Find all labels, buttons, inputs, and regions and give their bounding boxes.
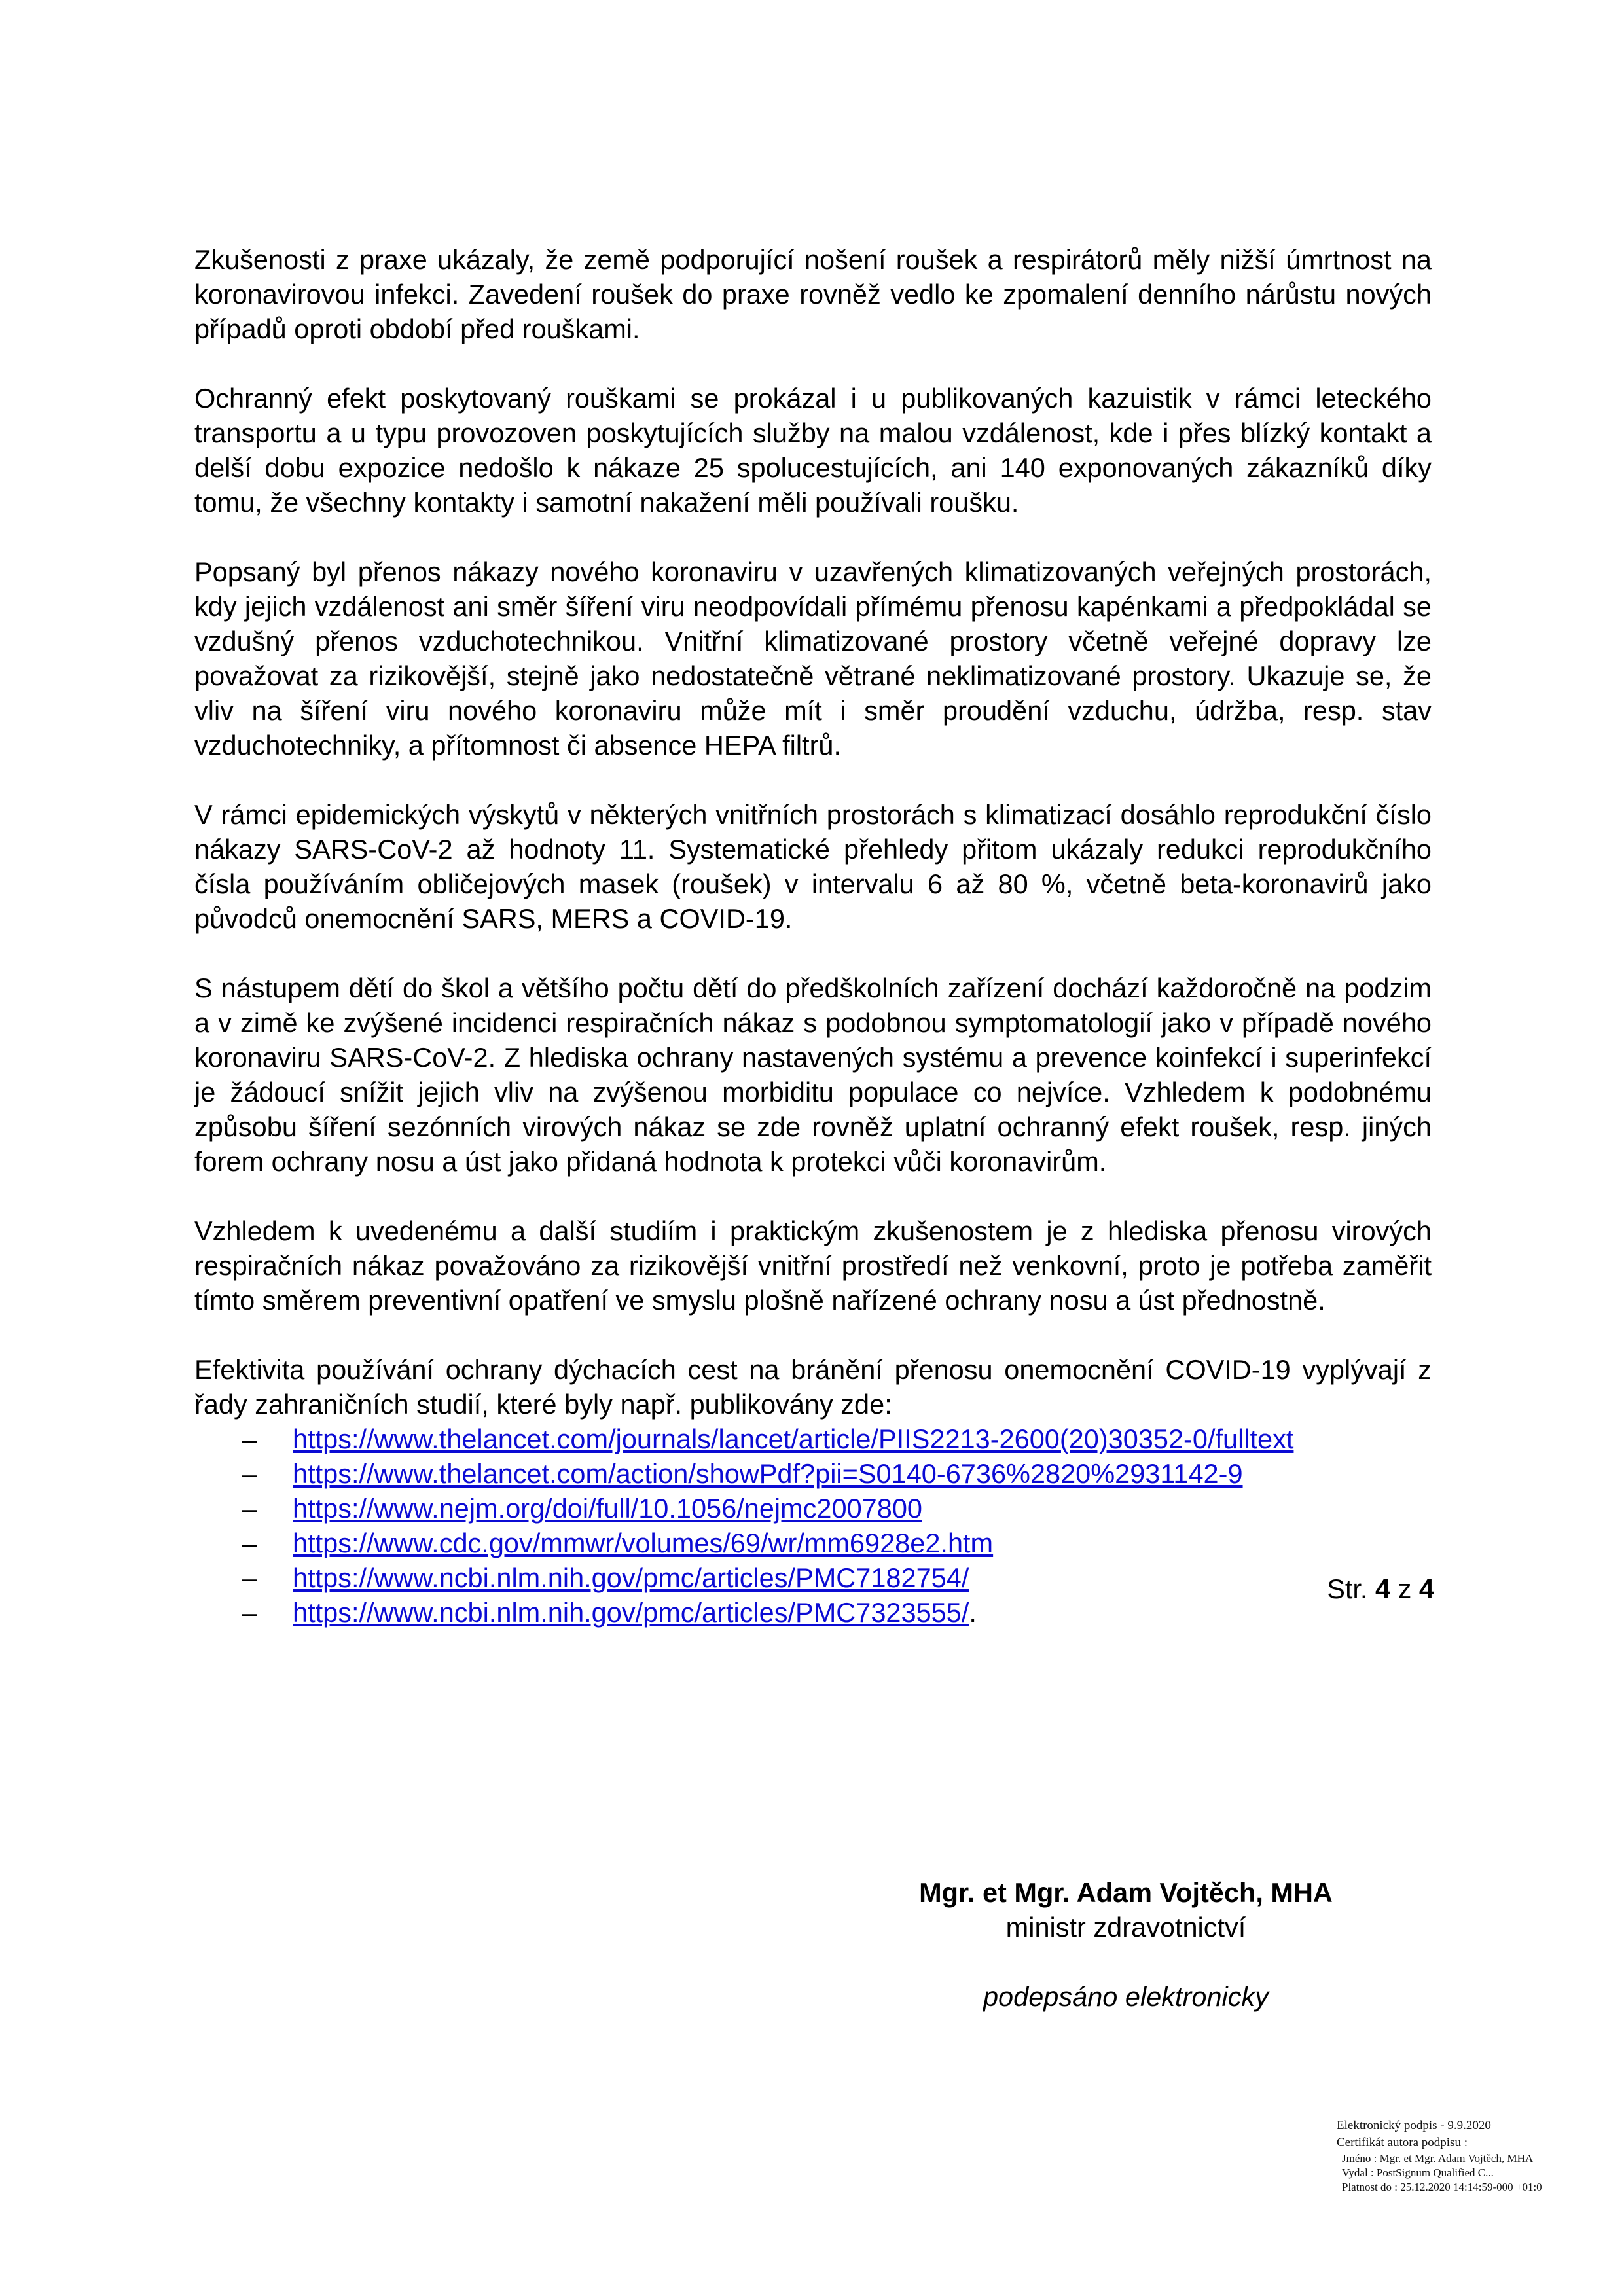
- list-item: [194, 1560, 1432, 1595]
- page-number-separator: z: [1398, 1573, 1412, 1604]
- esig-issuer-line: Vydal : PostSignum Qualified C...: [1342, 2166, 1494, 2179]
- dash-bullet: –: [242, 1458, 257, 1489]
- signature-spacer: [821, 1945, 1430, 1979]
- esig-date-line: Elektronický podpis - 9.9.2020: [1337, 2119, 1491, 2132]
- reference-link-nejm[interactable]: https://www.nejm.org/doi/full/10.1056/nejmc2007800: [293, 1493, 922, 1524]
- reference-link-lancet-article[interactable]: https://www.thelancet.com/journals/lancet/article/PIIS2213-2600(20)30352-0/fulltext: [293, 1424, 1294, 1454]
- dash-bullet: –: [242, 1597, 257, 1628]
- paragraph-indoor-transmission: Popsaný byl přenos nákazy nového koronaviru v uzavřených klimatizovaných veřejných prostorách, kdy jejich vzdálenost ani směr šíření viru neodpovídali přímému přenosu kapénkami a předpokládal se vzdušný přenos vzduchotechnikou. Vnitřní klimatizované prostory včetně veřejné dopravy lze považovat za rizikovější, stejně jako nedostatečně větrané neklimatizované prostory. Ukazuje se, že vliv na šíření viru nového koronaviru může mít i směr proudění vzduchu, údržba, resp. stav vzduchotechniky, a přítomnost či absence HEPA filtrů.: [194, 556, 1432, 761]
- signatory-name: Mgr. et Mgr. Adam Vojtěch, MHA: [919, 1877, 1333, 1908]
- reference-link-ncbi-7182754[interactable]: https://www.ncbi.nlm.nih.gov/pmc/articles/PMC7182754/: [293, 1562, 969, 1593]
- paragraph-studies-intro: Efektivita používání ochrany dýchacích cest na bránění přenosu onemocnění COVID-19 vyplývají z řady zahraničních studií, které byly např. publikovány zde:: [194, 1354, 1432, 1420]
- page-number: [1327, 1573, 1434, 1605]
- electronic-signature-stamp: [1333, 2117, 1542, 2195]
- reference-link-ncbi-7323555[interactable]: https://www.ncbi.nlm.nih.gov/pmc/articles/PMC7323555/: [293, 1597, 969, 1628]
- paragraph-protective-effect: Ochranný efekt poskytovaný rouškami se prokázal i u publikovaných kazuistik v rámci leteckého transportu a u typu provozoven poskytujících služby na malou vzdálenost, kde i přes blízký kontakt a delší dobu expozice nedošlo k nákaze 25 spolucestujících, ani 140 exponovaných zákazníků díky tomu, že všechny kontakty i samotní nakažení měli používali roušku.: [194, 383, 1432, 518]
- page-number-total: 4: [1418, 1573, 1434, 1604]
- signed-electronically-note: podepsáno elektronicky: [983, 1981, 1269, 2012]
- list-item: [194, 1422, 1432, 1456]
- page-number-prefix: Str.: [1327, 1573, 1368, 1604]
- list-item: [194, 1456, 1432, 1491]
- esig-certificate-line: Certifikát autora podpisu :: [1337, 2136, 1468, 2149]
- dash-bullet: –: [242, 1424, 257, 1454]
- paragraph-school-season: S nástupem dětí do škol a většího počtu dětí do předškolních zařízení dochází každoročně na podzim a v zimě ke zvýšené incidenci respiračních nákaz s podobnou symptomatologií jako v případě nového koronaviru SARS-CoV-2. Z hlediska ochrany nastavených systému a prevence koinfekcí i superinfekcí je žádoucí snížit jejich vliv na zvýšenou morbiditu populace co nejvíce. Vzhledem k podobnému způsobu šíření sezónních virových nákaz se zde rovněž uplatní ochranný efekt roušek, resp. jiných forem ochrany nosu a úst jako přidaná hodnota k protekci vůči koronavirům.: [194, 973, 1432, 1177]
- list-item: [194, 1526, 1432, 1560]
- paragraph-indoor-risk: Vzhledem k uvedenému a další studiím i praktickým zkušenostem je z hlediska přenosu virových respiračních nákaz považováno za rizikovější vnitřní prostředí než venkovní, proto je potřeba zaměřit tímto směrem preventivní opatření ve smyslu plošně nařízené ochrany nosu a úst přednostně.: [194, 1215, 1432, 1316]
- list-item: [194, 1491, 1432, 1526]
- list-end-period: .: [969, 1597, 977, 1628]
- document-body: [194, 242, 1432, 1630]
- last-link-wrapper: [293, 1595, 977, 1630]
- dash-bullet: –: [242, 1562, 257, 1593]
- paragraph-masks-experience: Zkušenosti z praxe ukázaly, že země podporující nošení roušek a respirátorů měly nižší úmrtnost na koronavirovou infekci. Zavedení roušek do praxe rovněž vedlo ke zpomalení denního nárůstu nových případů oproti období před rouškami.: [194, 244, 1432, 344]
- esig-validity-line: Platnost do : 25.12.2020 14:14:59-000 +01:0: [1342, 2181, 1542, 2193]
- signatory-role: ministr zdravotnictví: [1005, 1912, 1246, 1943]
- list-item: [194, 1595, 1432, 1630]
- reference-link-cdc[interactable]: https://www.cdc.gov/mmwr/volumes/69/wr/mm6928e2.htm: [293, 1528, 994, 1558]
- paragraph-reproduction-number: V rámci epidemických výskytů v některých vnitřních prostorách s klimatizací dosáhlo reprodukční číslo nákazy SARS-CoV-2 až hodnoty 11. Systematické přehledy přitom ukázaly redukci reprodukčního čísla používáním obličejových masek (roušek) v intervalu 6 až 80 %, včetně beta-koronavirů jako původců onemocnění SARS, MERS a COVID-19.: [194, 799, 1432, 934]
- dash-bullet: –: [242, 1528, 257, 1558]
- reference-link-lancet-pdf[interactable]: https://www.thelancet.com/action/showPdf?pii=S0140-6736%2820%2931142-9: [293, 1458, 1243, 1489]
- dash-bullet: –: [242, 1493, 257, 1524]
- reference-links-list: [194, 1422, 1432, 1630]
- signature-block: [821, 1875, 1430, 2014]
- page-number-current: 4: [1375, 1573, 1391, 1604]
- esig-name-line: Jméno : Mgr. et Mgr. Adam Vojtěch, MHA: [1342, 2152, 1534, 2164]
